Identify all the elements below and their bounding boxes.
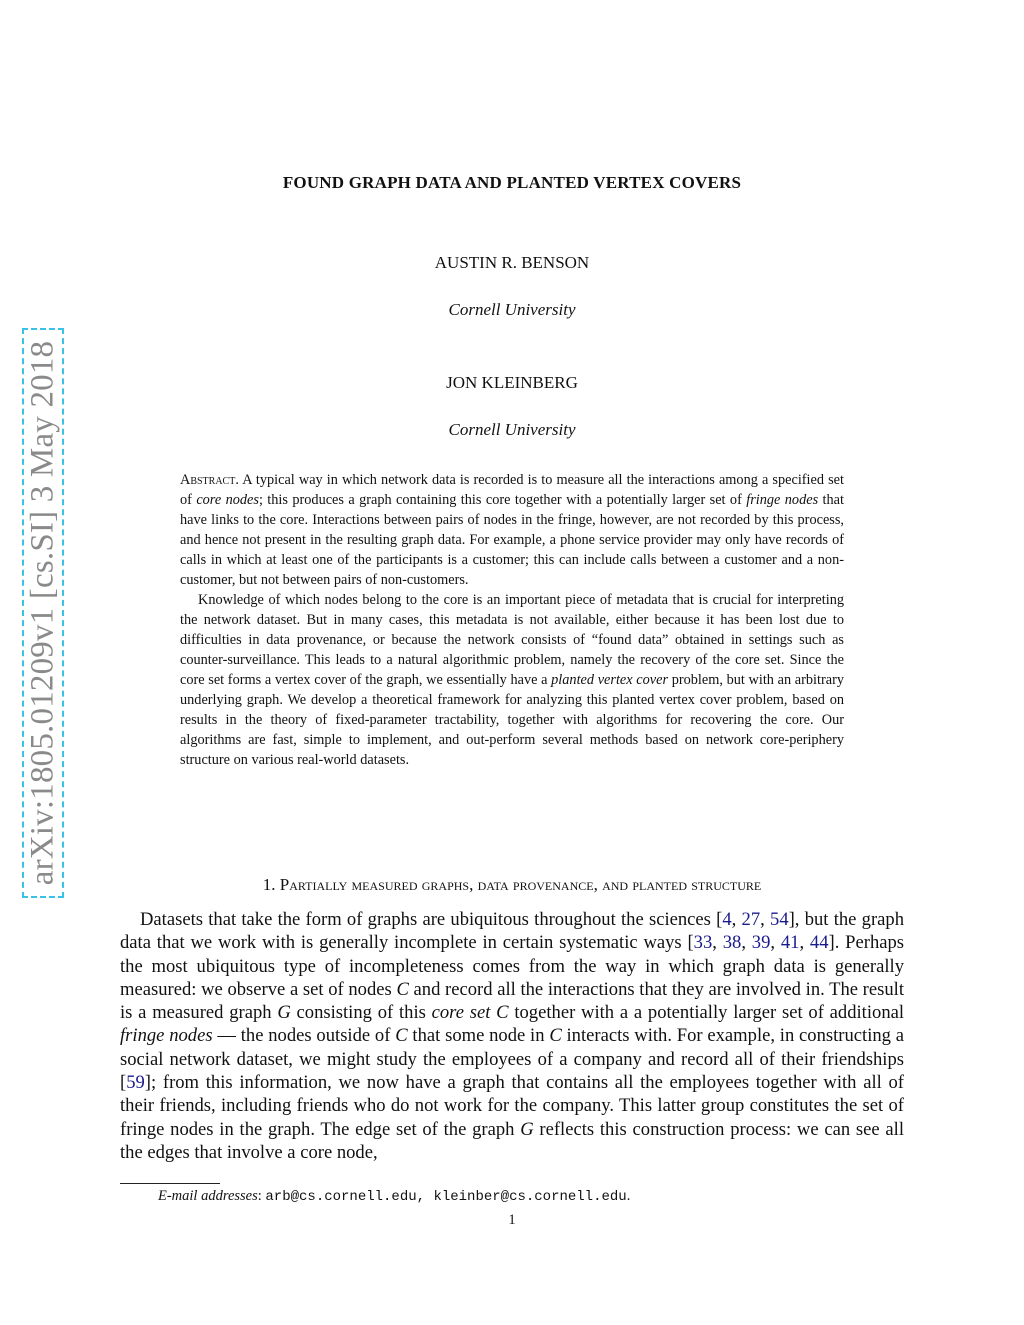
citation-link[interactable]: 59 bbox=[126, 1072, 145, 1094]
paper-title: FOUND GRAPH DATA AND PLANTED VERTEX COVERS bbox=[282, 173, 742, 192]
page-number: 1 bbox=[508, 1212, 516, 1228]
citation-link[interactable]: 44 bbox=[809, 932, 829, 954]
abstract-paragraph: Knowledge of which nodes belong to the core is an important piece of metadata that is crucial for interpreting the network dataset. But in many cases, this metadata is not available, either because it has been lost due to difficulties in data provenance, or because the network consists of “found data” obtained in settings such as counter-surveillance. This leads to a natural algorithmic problem, namely the recovery of the core set. Since the core set forms a vertex cover of the graph, we essentially have a planted vertex cover problem, but with an arbitrary underlying graph. We develop a theoretical framework for analyzing this planted vertex cover problem, based on results in the theory of fixed-parameter tractability, together with algorithms for recovering the core. Our algorithms are fast, simple to implement, and out-perform several methods based on network core-periphery structure on various real-world datasets. bbox=[180, 592, 844, 768]
email-link[interactable]: arb@cs.cornell.edu bbox=[265, 1189, 417, 1205]
citation-link[interactable]: 4 bbox=[722, 909, 732, 930]
citation-link[interactable]: 41 bbox=[780, 932, 800, 954]
section-heading: 1. Partially measured graphs, data provenance, and planted structure bbox=[262, 875, 762, 894]
citation-link[interactable]: 33 bbox=[693, 932, 713, 954]
author-name: JON KLEINBERG bbox=[446, 373, 578, 392]
author-name: AUSTIN R. BENSON bbox=[434, 253, 590, 272]
email-link[interactable]: kleinber@cs.cornell.edu bbox=[433, 1189, 627, 1205]
footnote: E-mail addresses: arb@cs.cornell.edu, kleinber@cs.cornell.edu. bbox=[158, 1188, 631, 1205]
body-text bbox=[120, 908, 904, 1164]
author-affiliation: Cornell University bbox=[448, 420, 576, 439]
body-paragraph: Datasets that take the form of graphs are ubiquitous throughout the sciences [4, 27, 54], but the graph data that we work with is generally incomplete in certain systematic ways [33, 38, 39, 41, 44]. Perhaps the most ubiquitous type of incompleteness comes from the way in which graph data is generally measured: we observe a set of nodes C and record all the interactions that they are involved in. The result is a measured graph G consisting of this core set C together with a a potentially larger set of additional fringe nodes — the nodes outside of C that some node in C interacts with. For example, in constructing a social network dataset, we might study the employees of a company and record all of their friendships [59]; from this information, we now have a graph that contains all the employees together with all of their friends, including friends who do not work for the company. This latter group constitutes the set of fringe nodes in the graph. The edge set of the graph G reflects this construction process: we can see all the edges that involve a core node, bbox=[120, 909, 905, 1163]
abstract-label: Abstract. bbox=[180, 472, 239, 488]
arxiv-id: arXiv:1805.01209v1 [cs.SI] 3 May 2018 bbox=[24, 340, 61, 886]
citation-link[interactable]: 38 bbox=[722, 932, 742, 954]
abstract-paragraph: Abstract. A typical way in which network data is recorded is to measure all the interactions among a specified set of core nodes; this produces a graph containing this core together with a potentially larger set of fringe nodes that have links to the core. Interactions between pairs of nodes in the fringe, however, are not recorded by this process, and hence not present in the resulting graph data. For example, a phone service provider may only have records of calls in which at least one of the participants is a customer; this can include calls between a customer and a non-customer, but not between pairs of non-customers. bbox=[180, 472, 844, 588]
citation-link[interactable]: 39 bbox=[751, 932, 771, 954]
citation-link[interactable]: 27 bbox=[741, 909, 761, 930]
arxiv-stamp bbox=[22, 328, 64, 898]
abstract bbox=[180, 470, 844, 770]
citation-link[interactable]: 54 bbox=[770, 909, 789, 930]
author-affiliation: Cornell University bbox=[448, 300, 576, 319]
footnote-divider bbox=[120, 1183, 220, 1184]
